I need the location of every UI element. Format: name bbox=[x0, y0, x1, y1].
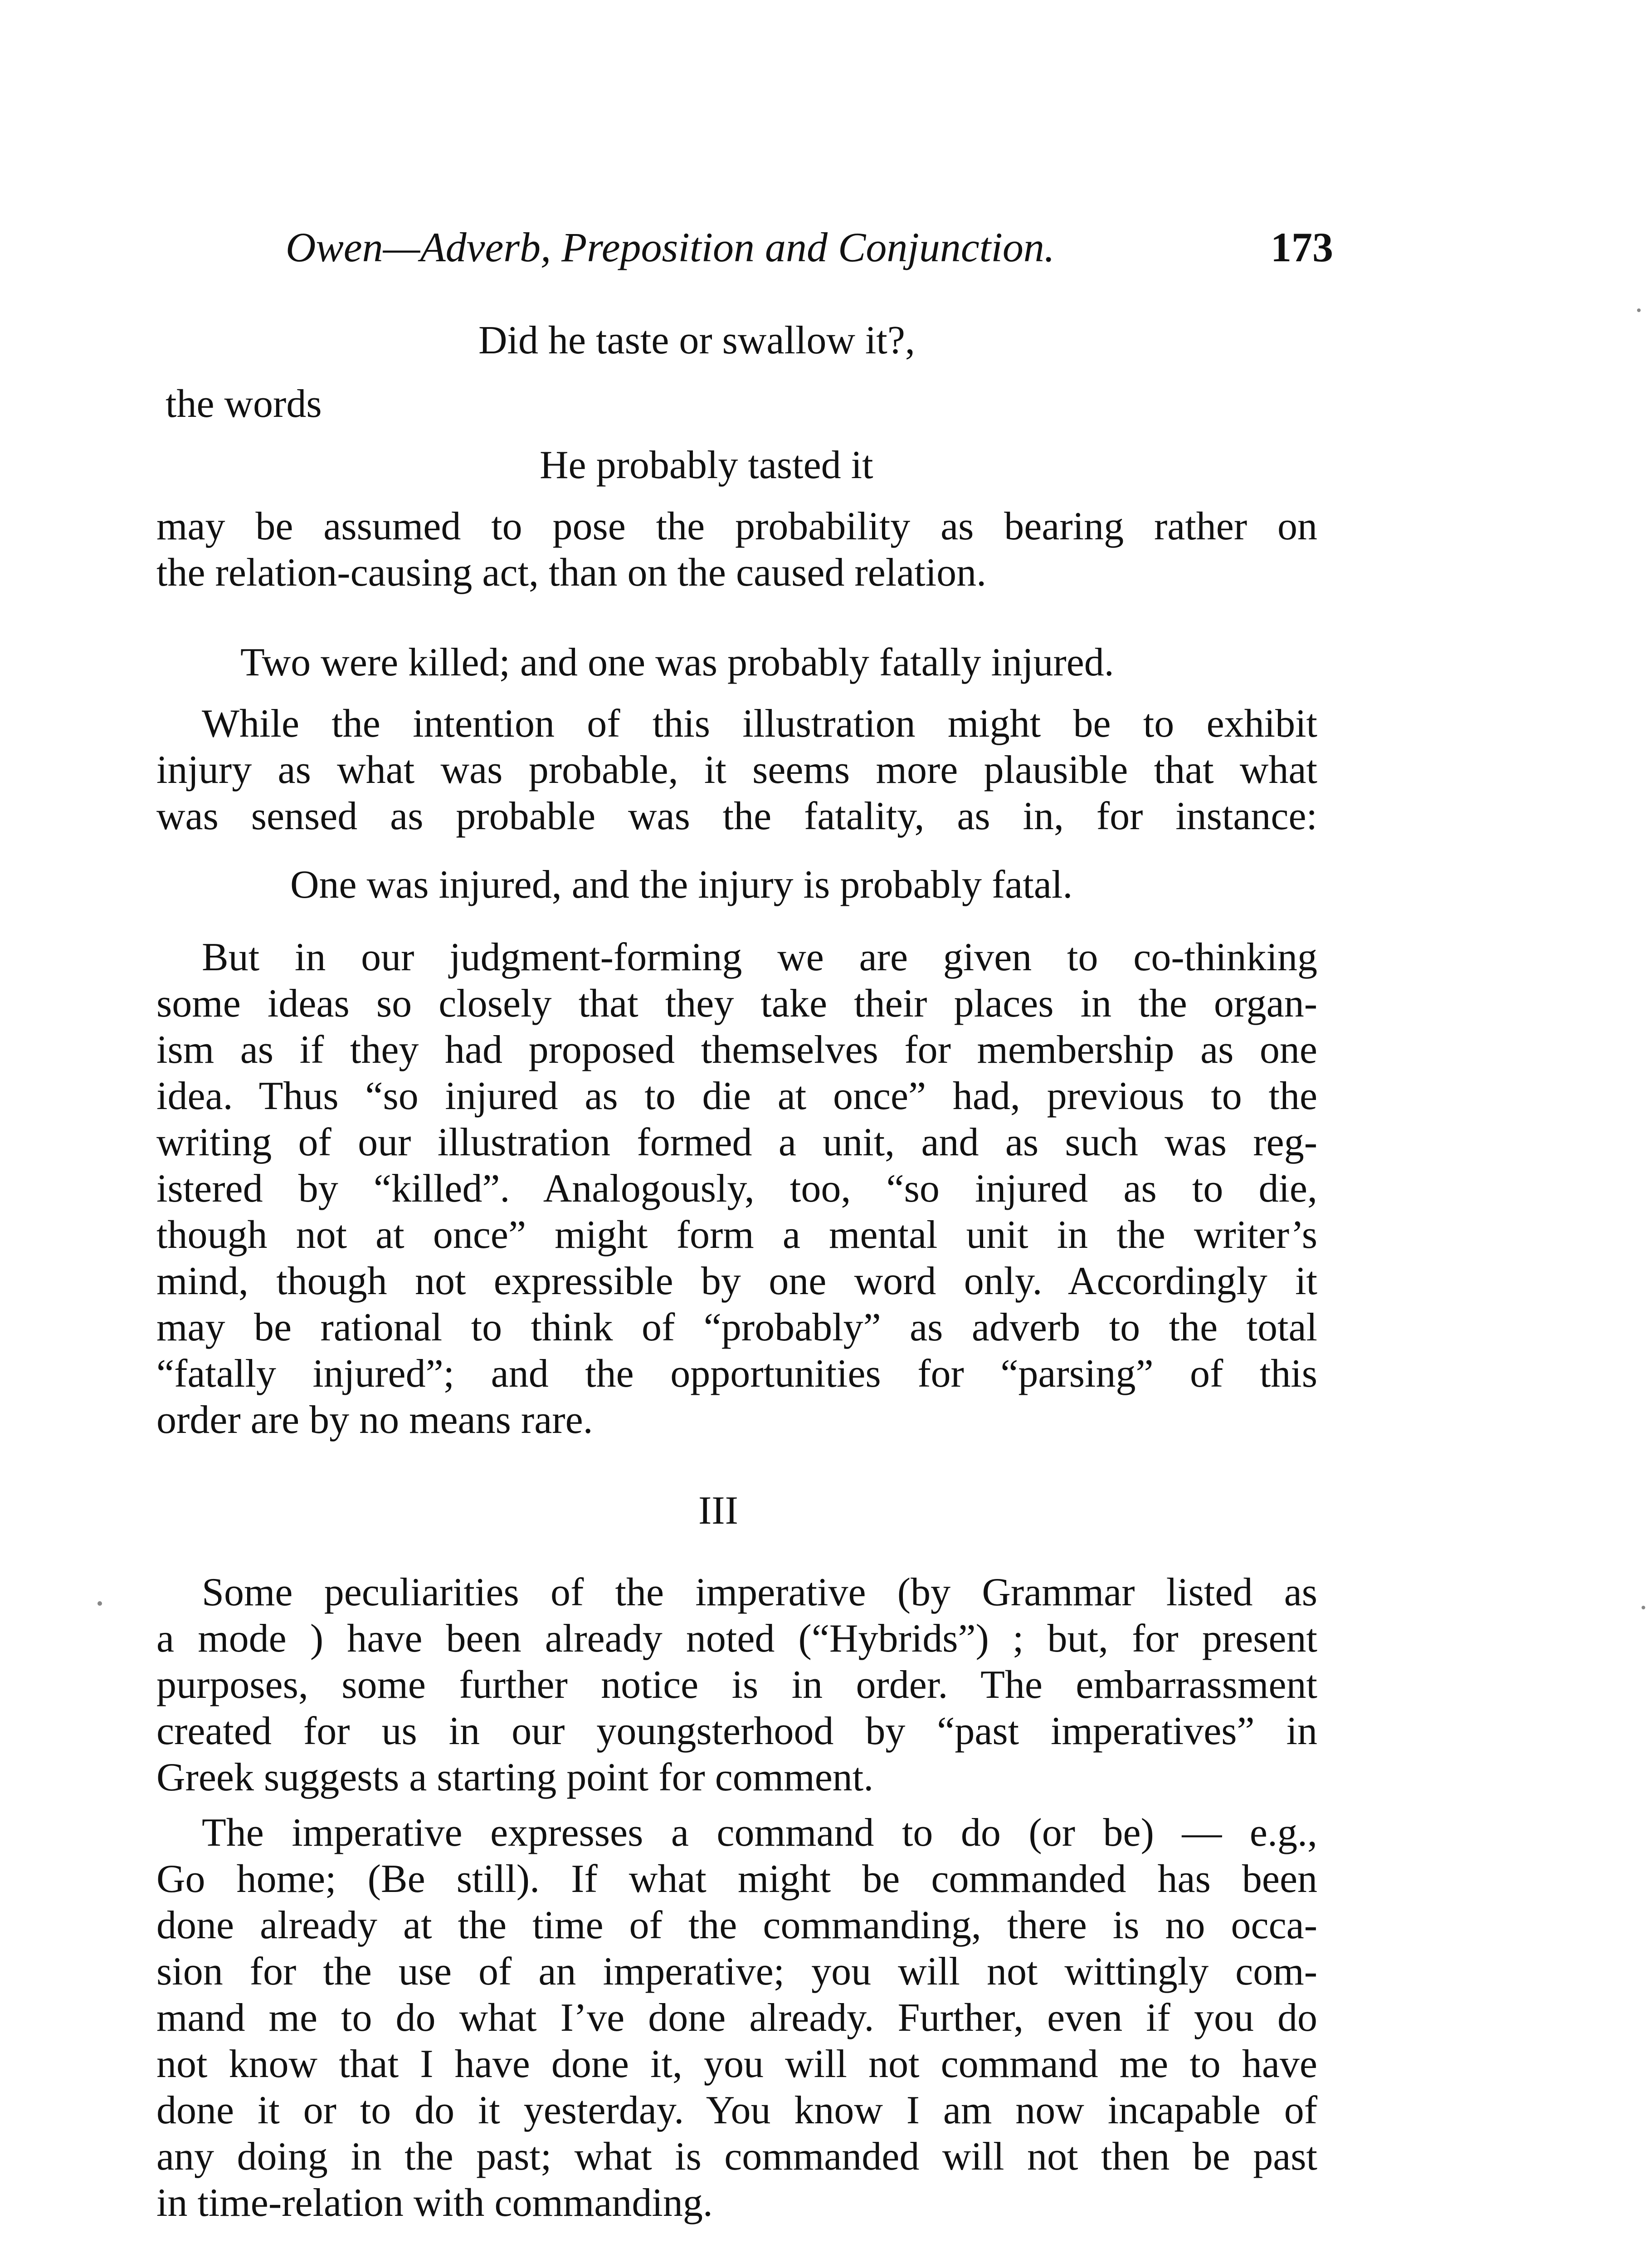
paragraph-line: Greek suggests a starting point for comment. bbox=[156, 1755, 874, 1799]
paragraph-line: writing of our illustration formed a unit, and as such was reg- bbox=[156, 1120, 1317, 1164]
paragraph-line: a mode ) have been already noted (“Hybrids”) ; but, for present bbox=[156, 1617, 1317, 1661]
paragraph-line: purposes, some further notice is in order. The embarrassment bbox=[156, 1663, 1317, 1707]
paragraph-4 bbox=[156, 1569, 1317, 1801]
paragraph-line: Go home; (Be still). If what might be commanded has been bbox=[156, 1857, 1317, 1901]
paragraph-line: created for us in our youngsterhood by “past imperatives” in bbox=[156, 1709, 1317, 1753]
paragraph-line: not know that I have done it, you will not command me to have bbox=[156, 2042, 1317, 2086]
paragraph-line: Some peculiarities of the imperative (by Grammar listed as bbox=[202, 1570, 1317, 1614]
paragraph-line: idea. Thus “so injured as to die at once” had, previous to the bbox=[156, 1074, 1317, 1118]
example-probably-tasted: He probably tasted it bbox=[540, 443, 873, 487]
paragraph-line: The imperative expresses a command to do (or be) — e.g., bbox=[202, 1811, 1317, 1855]
page-number: 173 bbox=[1271, 224, 1333, 270]
paragraph-line: though not at once” might form a mental unit in the writer’s bbox=[156, 1213, 1317, 1257]
paper-speck bbox=[1637, 308, 1641, 312]
running-title: Owen—Adverb, Preposition and Conjunction. bbox=[286, 224, 1055, 270]
paragraph-line: any doing in the past; what is commanded will not then be past bbox=[156, 2135, 1317, 2179]
example-two-were-killed: Two were killed; and one was probably fatally injured. bbox=[240, 640, 1114, 684]
paragraph-line: But in our judgment-forming we are given to co-thinking bbox=[202, 935, 1317, 979]
example-one-was-injured: One was injured, and the injury is probably fatal. bbox=[290, 863, 1073, 907]
paragraph-line: some ideas so closely that they take their places in the organ- bbox=[156, 982, 1317, 1026]
paragraph-line: was sensed as probable was the fatality, as in, for instance: bbox=[156, 794, 1317, 838]
paragraph-line: in time-relation with commanding. bbox=[156, 2181, 713, 2225]
paragraph-line: mind, though not expressible by one word only. Accordingly it bbox=[156, 1259, 1317, 1303]
paper-speck bbox=[1642, 1606, 1645, 1609]
paragraph-line: order are by no means rare. bbox=[156, 1398, 593, 1442]
paragraph-line: sion for the use of an imperative; you will not wittingly com- bbox=[156, 1950, 1317, 1994]
paragraph-line: While the intention of this illustration might be to exhibit bbox=[202, 702, 1317, 746]
paragraph-line: ism as if they had proposed themselves for membership as one bbox=[156, 1028, 1317, 1072]
paragraph-line: done it or to do it yesterday. You know I am now incapable of bbox=[156, 2088, 1317, 2132]
section-heading: III bbox=[698, 1489, 738, 1533]
paragraph-3 bbox=[156, 934, 1317, 1443]
paragraph-line: mand me to do what I’ve done already. Further, even if you do bbox=[156, 1996, 1317, 2040]
paper-speck bbox=[97, 1601, 102, 1606]
example-question: Did he taste or swallow it?, bbox=[478, 318, 915, 362]
paragraph-2 bbox=[156, 701, 1317, 840]
paragraph-line: may be rational to think of “probably” as adverb to the total bbox=[156, 1305, 1317, 1349]
the-words-label: the words bbox=[166, 382, 322, 426]
paragraph-5 bbox=[156, 1810, 1317, 2226]
running-header bbox=[286, 220, 1333, 284]
paragraph-line: injury as what was probable, it seems more plausible that what bbox=[156, 748, 1317, 792]
paragraph-line: the relation-causing act, than on the caused relation. bbox=[156, 551, 987, 595]
paragraph-line: istered by “killed”. Analogously, too, “so injured as to die, bbox=[156, 1167, 1317, 1211]
paragraph-1 bbox=[156, 503, 1317, 596]
paragraph-line: done already at the time of the commanding, there is no occa- bbox=[156, 1903, 1317, 1947]
paragraph-line: may be assumed to pose the probability as bearing rather on bbox=[156, 504, 1317, 548]
paragraph-line: “fatally injured”; and the opportunities for “parsing” of this bbox=[156, 1352, 1317, 1396]
